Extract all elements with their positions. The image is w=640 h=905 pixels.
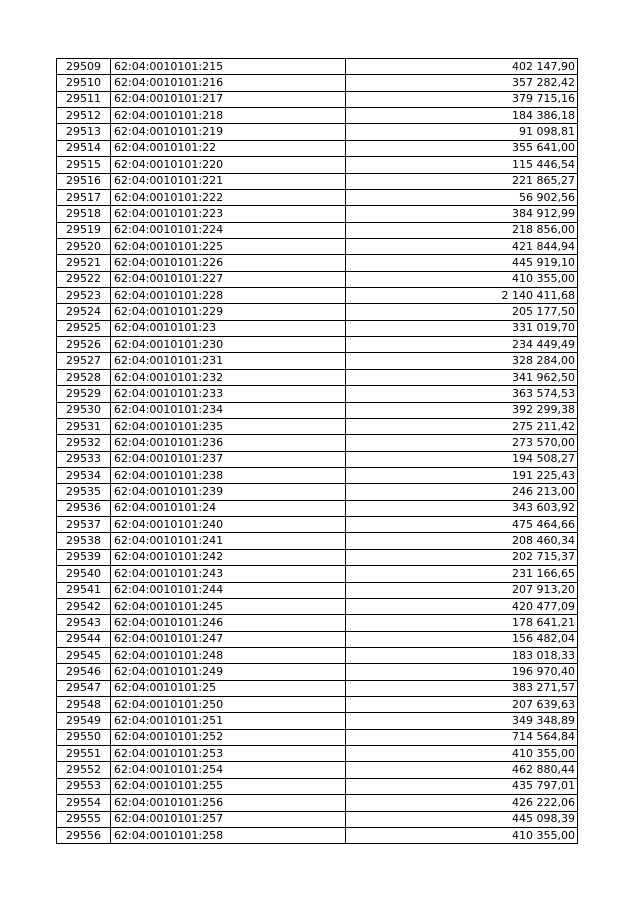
cadastral-number-cell: 62:04:0010101:22 <box>111 140 346 156</box>
row-number-cell: 29555 <box>57 811 111 827</box>
table-row <box>57 108 578 124</box>
row-number-cell: 29511 <box>57 91 111 107</box>
cadastral-number-cell: 62:04:0010101:237 <box>111 451 346 467</box>
row-number-cell: 29526 <box>57 337 111 353</box>
cadastral-number-cell: 62:04:0010101:252 <box>111 729 346 745</box>
table-row <box>57 697 578 713</box>
cadastral-value-table <box>56 58 578 844</box>
row-number-cell: 29525 <box>57 320 111 336</box>
row-number-cell: 29539 <box>57 549 111 565</box>
cadastral-number-cell: 62:04:0010101:215 <box>111 59 346 75</box>
cadastral-value-cell: 194 508,27 <box>346 451 578 467</box>
row-number-cell: 29537 <box>57 517 111 533</box>
table-row <box>57 337 578 353</box>
table-row <box>57 631 578 647</box>
row-number-cell: 29524 <box>57 304 111 320</box>
cadastral-number-cell: 62:04:0010101:248 <box>111 647 346 663</box>
cadastral-number-cell: 62:04:0010101:247 <box>111 631 346 647</box>
table-row <box>57 173 578 189</box>
row-number-cell: 29544 <box>57 631 111 647</box>
cadastral-number-cell: 62:04:0010101:254 <box>111 762 346 778</box>
row-number-cell: 29516 <box>57 173 111 189</box>
cadastral-value-cell: 363 574,53 <box>346 386 578 402</box>
row-number-cell: 29531 <box>57 418 111 434</box>
table-row <box>57 238 578 254</box>
cadastral-value-cell: 246 213,00 <box>346 484 578 500</box>
table-row <box>57 124 578 140</box>
table-row <box>57 288 578 304</box>
table-row <box>57 713 578 729</box>
row-number-cell: 29534 <box>57 467 111 483</box>
row-number-cell: 29552 <box>57 762 111 778</box>
row-number-cell: 29519 <box>57 222 111 238</box>
row-number-cell: 29517 <box>57 189 111 205</box>
cadastral-number-cell: 62:04:0010101:226 <box>111 255 346 271</box>
row-number-cell: 29509 <box>57 59 111 75</box>
table-row <box>57 664 578 680</box>
table-row <box>57 615 578 631</box>
cadastral-value-cell: 421 844,94 <box>346 238 578 254</box>
cadastral-number-cell: 62:04:0010101:219 <box>111 124 346 140</box>
cadastral-number-cell: 62:04:0010101:236 <box>111 435 346 451</box>
row-number-cell: 29538 <box>57 533 111 549</box>
row-number-cell: 29543 <box>57 615 111 631</box>
row-number-cell: 29536 <box>57 500 111 516</box>
cadastral-value-cell: 328 284,00 <box>346 353 578 369</box>
cadastral-value-cell: 191 225,43 <box>346 467 578 483</box>
cadastral-number-cell: 62:04:0010101:222 <box>111 189 346 205</box>
table-row <box>57 320 578 336</box>
cadastral-value-cell: 202 715,37 <box>346 549 578 565</box>
cadastral-number-cell: 62:04:0010101:249 <box>111 664 346 680</box>
table-row <box>57 746 578 762</box>
row-number-cell: 29533 <box>57 451 111 467</box>
cadastral-number-cell: 62:04:0010101:216 <box>111 75 346 91</box>
cadastral-value-cell: 205 177,50 <box>346 304 578 320</box>
cadastral-number-cell: 62:04:0010101:233 <box>111 386 346 402</box>
cadastral-value-cell: 410 355,00 <box>346 271 578 287</box>
table-body <box>57 59 578 844</box>
row-number-cell: 29529 <box>57 386 111 402</box>
cadastral-value-cell: 357 282,42 <box>346 75 578 91</box>
table-row <box>57 189 578 205</box>
row-number-cell: 29541 <box>57 582 111 598</box>
cadastral-number-cell: 62:04:0010101:239 <box>111 484 346 500</box>
table-row <box>57 304 578 320</box>
table-row <box>57 729 578 745</box>
cadastral-number-cell: 62:04:0010101:217 <box>111 91 346 107</box>
row-number-cell: 29527 <box>57 353 111 369</box>
cadastral-value-cell: 392 299,38 <box>346 402 578 418</box>
cadastral-number-cell: 62:04:0010101:246 <box>111 615 346 631</box>
row-number-cell: 29518 <box>57 206 111 222</box>
row-number-cell: 29540 <box>57 566 111 582</box>
table-row <box>57 59 578 75</box>
cadastral-number-cell: 62:04:0010101:255 <box>111 778 346 794</box>
cadastral-value-cell: 196 970,40 <box>346 664 578 680</box>
table-row <box>57 206 578 222</box>
cadastral-value-cell: 331 019,70 <box>346 320 578 336</box>
table-row <box>57 827 578 843</box>
table-row <box>57 271 578 287</box>
table-row <box>57 451 578 467</box>
row-number-cell: 29532 <box>57 435 111 451</box>
row-number-cell: 29535 <box>57 484 111 500</box>
table-row <box>57 91 578 107</box>
table-row <box>57 566 578 582</box>
cadastral-value-cell: 379 715,16 <box>346 91 578 107</box>
row-number-cell: 29542 <box>57 598 111 614</box>
cadastral-value-cell: 2 140 411,68 <box>346 288 578 304</box>
cadastral-value-cell: 221 865,27 <box>346 173 578 189</box>
cadastral-value-cell: 355 641,00 <box>346 140 578 156</box>
cadastral-value-cell: 218 856,00 <box>346 222 578 238</box>
table-row <box>57 582 578 598</box>
cadastral-value-cell: 156 482,04 <box>346 631 578 647</box>
cadastral-value-cell: 475 464,66 <box>346 517 578 533</box>
cadastral-value-cell: 231 166,65 <box>346 566 578 582</box>
table-row <box>57 418 578 434</box>
table-row <box>57 778 578 794</box>
cadastral-value-cell: 115 446,54 <box>346 157 578 173</box>
row-number-cell: 29528 <box>57 369 111 385</box>
table-row <box>57 533 578 549</box>
cadastral-number-cell: 62:04:0010101:234 <box>111 402 346 418</box>
row-number-cell: 29550 <box>57 729 111 745</box>
row-number-cell: 29530 <box>57 402 111 418</box>
cadastral-number-cell: 62:04:0010101:218 <box>111 108 346 124</box>
table-row <box>57 222 578 238</box>
row-number-cell: 29521 <box>57 255 111 271</box>
row-number-cell: 29546 <box>57 664 111 680</box>
cadastral-value-cell: 343 603,92 <box>346 500 578 516</box>
row-number-cell: 29549 <box>57 713 111 729</box>
row-number-cell: 29548 <box>57 697 111 713</box>
cadastral-value-cell: 234 449,49 <box>346 337 578 353</box>
cadastral-number-cell: 62:04:0010101:229 <box>111 304 346 320</box>
cadastral-number-cell: 62:04:0010101:228 <box>111 288 346 304</box>
row-number-cell: 29515 <box>57 157 111 173</box>
cadastral-value-cell: 183 018,33 <box>346 647 578 663</box>
row-number-cell: 29547 <box>57 680 111 696</box>
cadastral-number-cell: 62:04:0010101:251 <box>111 713 346 729</box>
table-row <box>57 255 578 271</box>
cadastral-number-cell: 62:04:0010101:231 <box>111 353 346 369</box>
cadastral-value-cell: 178 641,21 <box>346 615 578 631</box>
cadastral-value-cell: 420 477,09 <box>346 598 578 614</box>
cadastral-value-cell: 91 098,81 <box>346 124 578 140</box>
row-number-cell: 29554 <box>57 795 111 811</box>
cadastral-number-cell: 62:04:0010101:25 <box>111 680 346 696</box>
row-number-cell: 29512 <box>57 108 111 124</box>
cadastral-value-cell: 402 147,90 <box>346 59 578 75</box>
table-row <box>57 762 578 778</box>
cadastral-number-cell: 62:04:0010101:24 <box>111 500 346 516</box>
cadastral-value-cell: 384 912,99 <box>346 206 578 222</box>
cadastral-number-cell: 62:04:0010101:241 <box>111 533 346 549</box>
cadastral-value-cell: 208 460,34 <box>346 533 578 549</box>
cadastral-value-cell: 714 564,84 <box>346 729 578 745</box>
table-row <box>57 386 578 402</box>
cadastral-value-cell: 410 355,00 <box>346 827 578 843</box>
row-number-cell: 29513 <box>57 124 111 140</box>
cadastral-value-cell: 445 098,39 <box>346 811 578 827</box>
table-row <box>57 500 578 516</box>
row-number-cell: 29520 <box>57 238 111 254</box>
cadastral-value-cell: 341 962,50 <box>346 369 578 385</box>
table-row <box>57 402 578 418</box>
cadastral-value-cell: 383 271,57 <box>346 680 578 696</box>
cadastral-value-cell: 207 639,63 <box>346 697 578 713</box>
cadastral-value-cell: 410 355,00 <box>346 746 578 762</box>
cadastral-number-cell: 62:04:0010101:230 <box>111 337 346 353</box>
cadastral-value-cell: 462 880,44 <box>346 762 578 778</box>
row-number-cell: 29522 <box>57 271 111 287</box>
cadastral-number-cell: 62:04:0010101:257 <box>111 811 346 827</box>
table-row <box>57 517 578 533</box>
cadastral-number-cell: 62:04:0010101:258 <box>111 827 346 843</box>
table-row <box>57 647 578 663</box>
row-number-cell: 29553 <box>57 778 111 794</box>
table-row <box>57 353 578 369</box>
cadastral-value-cell: 349 348,89 <box>346 713 578 729</box>
cadastral-number-cell: 62:04:0010101:232 <box>111 369 346 385</box>
cadastral-number-cell: 62:04:0010101:250 <box>111 697 346 713</box>
table-row <box>57 795 578 811</box>
table-row <box>57 75 578 91</box>
table-row <box>57 484 578 500</box>
row-number-cell: 29556 <box>57 827 111 843</box>
table-row <box>57 369 578 385</box>
table-row <box>57 680 578 696</box>
cadastral-value-cell: 184 386,18 <box>346 108 578 124</box>
cadastral-value-cell: 207 913,20 <box>346 582 578 598</box>
cadastral-number-cell: 62:04:0010101:220 <box>111 157 346 173</box>
cadastral-number-cell: 62:04:0010101:244 <box>111 582 346 598</box>
table-row <box>57 811 578 827</box>
cadastral-value-cell: 273 570,00 <box>346 435 578 451</box>
cadastral-number-cell: 62:04:0010101:253 <box>111 746 346 762</box>
cadastral-number-cell: 62:04:0010101:227 <box>111 271 346 287</box>
cadastral-number-cell: 62:04:0010101:23 <box>111 320 346 336</box>
cadastral-number-cell: 62:04:0010101:243 <box>111 566 346 582</box>
cadastral-value-cell: 56 902,56 <box>346 189 578 205</box>
table-row <box>57 549 578 565</box>
cadastral-number-cell: 62:04:0010101:221 <box>111 173 346 189</box>
table-row <box>57 467 578 483</box>
row-number-cell: 29545 <box>57 647 111 663</box>
cadastral-number-cell: 62:04:0010101:223 <box>111 206 346 222</box>
cadastral-number-cell: 62:04:0010101:245 <box>111 598 346 614</box>
table-row <box>57 157 578 173</box>
cadastral-value-cell: 426 222,06 <box>346 795 578 811</box>
row-number-cell: 29551 <box>57 746 111 762</box>
row-number-cell: 29510 <box>57 75 111 91</box>
cadastral-number-cell: 62:04:0010101:225 <box>111 238 346 254</box>
cadastral-number-cell: 62:04:0010101:256 <box>111 795 346 811</box>
cadastral-value-cell: 445 919,10 <box>346 255 578 271</box>
cadastral-number-cell: 62:04:0010101:242 <box>111 549 346 565</box>
cadastral-number-cell: 62:04:0010101:240 <box>111 517 346 533</box>
row-number-cell: 29514 <box>57 140 111 156</box>
cadastral-number-cell: 62:04:0010101:235 <box>111 418 346 434</box>
table-row <box>57 598 578 614</box>
table-row <box>57 435 578 451</box>
cadastral-value-cell: 275 211,42 <box>346 418 578 434</box>
table-row <box>57 140 578 156</box>
cadastral-number-cell: 62:04:0010101:224 <box>111 222 346 238</box>
cadastral-value-cell: 435 797,01 <box>346 778 578 794</box>
cadastral-number-cell: 62:04:0010101:238 <box>111 467 346 483</box>
row-number-cell: 29523 <box>57 288 111 304</box>
